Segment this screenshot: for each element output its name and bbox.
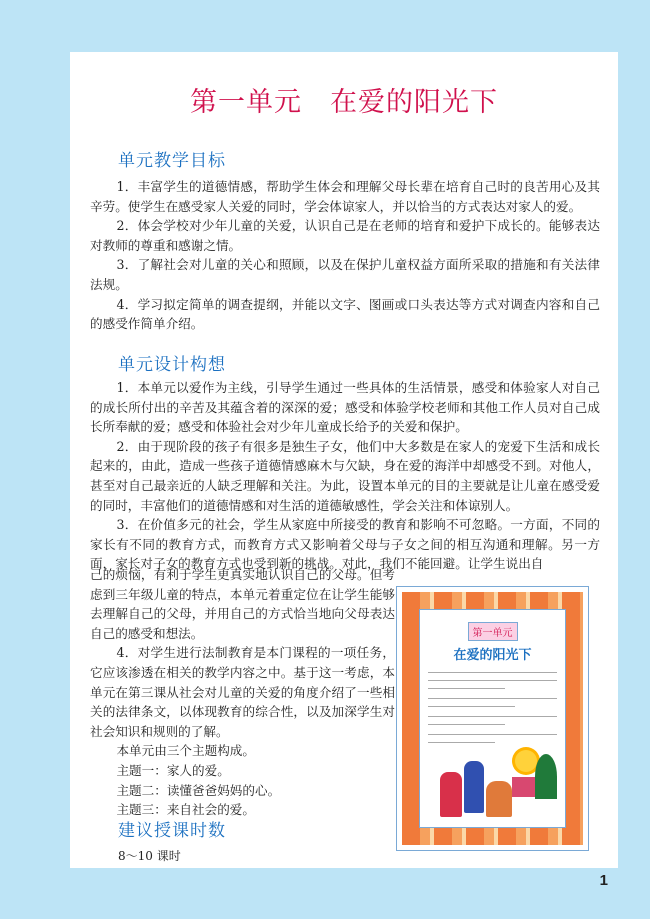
text-line xyxy=(428,672,557,673)
textbook-page xyxy=(70,52,618,868)
design-text xyxy=(90,378,600,574)
section-heading-hours: 建议授课时数 xyxy=(118,821,226,841)
goals-text xyxy=(90,177,600,334)
section-heading-goals: 单元教学目标 xyxy=(118,151,226,171)
paragraph: 本单元由三个主题构成。 xyxy=(116,743,255,759)
paragraph-continued: 己的烦恼，有利于学生更真实地认识自己的父母。但考虑到三年级儿童的特点，本单元着重定位在让学生能够去理解自己的父母，并用自己的方式恰当地向父母表达自己的感受和想法。 xyxy=(90,567,395,641)
family-figure xyxy=(440,772,462,817)
text-line xyxy=(428,742,495,743)
paragraph: 3．了解社会对儿童的关心和照顾，以及在保护儿童权益方面所采取的措施和有关法律法规。 xyxy=(90,257,600,292)
cover-unit-tag: 第一单元 xyxy=(468,622,518,641)
page-number: 1 xyxy=(599,872,608,889)
family-figure xyxy=(464,761,484,813)
text-line xyxy=(428,706,515,707)
text-line xyxy=(428,698,557,699)
family-figure xyxy=(486,781,512,817)
hours-text: 8～10 课时 xyxy=(118,849,181,863)
paragraph: 3．在价值多元的社会，学生从家庭中所接受的教育和影响不可忽略。一方面，不同的家长有不同的教育方式，而教育方式又影响着父母与子女之间的相互沟通和理解。另一方面，家长对子女的教育方式也受到新的挑战。对此，我们不能回避。让学生说出自 xyxy=(90,517,600,572)
text-line xyxy=(428,680,557,681)
tree xyxy=(535,754,557,799)
unit-cover-illustration xyxy=(396,586,589,851)
theme-item: 主题一：家人的爱。 xyxy=(116,762,230,778)
text-line xyxy=(428,716,557,717)
paragraph: 4．对学生进行法制教育是本门课程的一项任务，它应该渗透在相关的教学内容之中。基于这一考虑，本单元在第三课从社会对儿童的关爱的角度介绍了一些相关的法律条文，以体现教育的综合性，以及加深学生对社会知识和规则的了解。 xyxy=(90,645,395,739)
text-line xyxy=(428,734,557,735)
paragraph: 4．学习拟定简单的调查提纲，并能以文字、图画或口头表达等方式对调查内容和自己的感受作简单介绍。 xyxy=(90,296,600,332)
sun-icon xyxy=(515,750,537,772)
checkered-frame xyxy=(402,592,583,845)
section-heading-design: 单元设计构想 xyxy=(118,355,226,375)
cover-title: 在爱的阳光下 xyxy=(453,648,532,663)
paragraph: 2．体会学校对少年儿童的关爱，认识自己是在老师的培育和爱护下成长的。能够表达对教师的尊重和感谢之情。 xyxy=(90,218,600,253)
paragraph: 1．丰富学生的道德情感，帮助学生体会和理解父母长辈在培育自己时的良苦用心及其辛劳。使学生在感受家人关爱的同时，学会体谅家人，并以恰当的方式表达对家人的爱。 xyxy=(90,179,600,214)
text-line xyxy=(428,688,505,689)
unit-title: 第一单元 在爱的阳光下 xyxy=(190,87,498,118)
design-text-narrow xyxy=(90,565,395,820)
house xyxy=(512,777,536,797)
cover-inner xyxy=(419,609,566,828)
paragraph: 2．由于现阶段的孩子有很多是独生子女，他们中大多数是在家人的宠爱下生活和成长起来的，由此，造成一些孩子道德情感麻木与欠缺，身在爱的海洋中却感受不到。对他人，甚至对自己最亲近的人缺乏理解和关注。为此，设置本单元的目的主要就是让儿童在感受爱的同时，丰富他们的道德情感和对生活的道德敏感性，学会关注和体谅别人。 xyxy=(90,438,600,513)
theme-item: 主题三：来自社会的爱。 xyxy=(116,802,255,818)
paragraph: 1．本单元以爱作为主线，引导学生通过一些具体的生活情景，感受和体验家人对自己的成长所付出的辛苦及其蕴含着的深深的爱；感受和体验学校老师和其他工作人员对自己成长所奉献的爱；感受和体验社会对少年儿童成长给予的关爱和保护。 xyxy=(90,380,600,435)
text-line xyxy=(428,724,505,725)
theme-item: 主题二：读懂爸爸妈妈的心。 xyxy=(116,782,281,798)
